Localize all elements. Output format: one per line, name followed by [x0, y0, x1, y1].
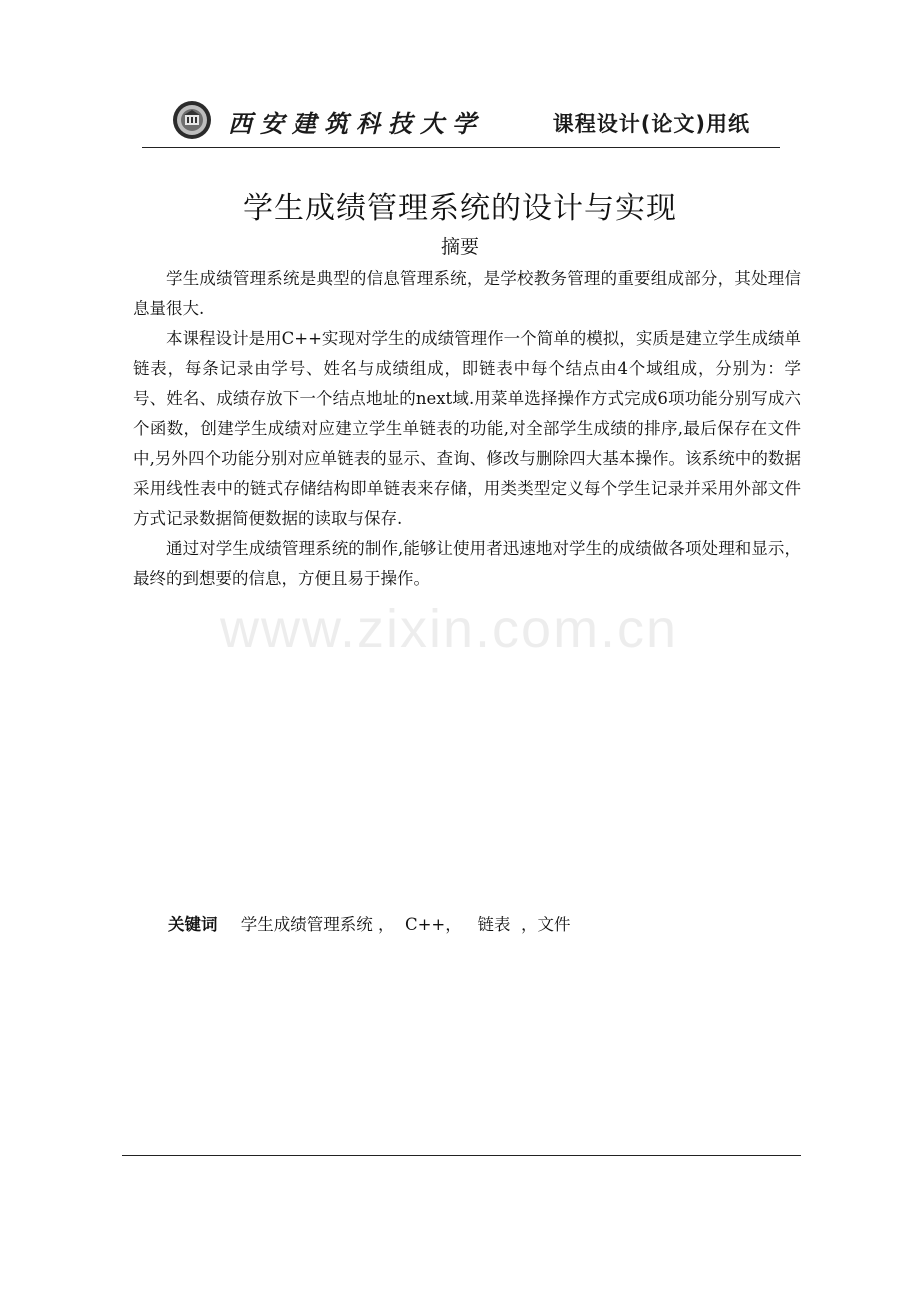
watermark: www.zixin.com.cn: [220, 599, 679, 659]
abstract-body: [133, 264, 801, 594]
document-title: 学生成绩管理系统的设计与实现: [243, 191, 677, 226]
keywords-label: 关键词: [168, 915, 218, 934]
header-divider: [142, 147, 780, 148]
keywords-line: [168, 911, 570, 935]
university-seal-icon: [172, 100, 212, 140]
abstract-paragraph-3: 通过对学生成绩管理系统的制作,能够让使用者迅速地对学生的成绩做各项处理和显示，最终的到想要的信息，方便且易于操作。: [133, 539, 801, 588]
keywords-text: 学生成绩管理系统 ， C++， 链表 ，文件: [240, 915, 571, 934]
footer-divider: [122, 1155, 801, 1156]
abstract-paragraph-1: 学生成绩管理系统是典型的信息管理系统，是学校教务管理的重要组成部分，其处理信息量很大.: [133, 269, 801, 318]
page-header: [142, 96, 780, 148]
university-name: 西安建筑科技大学: [228, 109, 484, 138]
abstract-paragraph-2: 本课程设计是用C++实现对学生的成绩管理作一个简单的模拟，实质是建立学生成绩单链表，每条记录由学号、姓名与成绩组成，即链表中每个结点由4个域组成，分别为：学号、姓名、成绩存放下一个结点地址的next域.用菜单选择操作方式完成6项功能分别写成六个函数，创建学生成绩对应建立学生单链表的功能,对全部学生成绩的排序,最后保存在文件中,另外四个功能分别对应单链表的显示、查询、修改与删除四大基本操作。该系统中的数据采用线性表中的链式存储结构即单链表来存储，用类类型定义每个学生记录并采用外部文件方式记录数据简便数据的读取与保存.: [133, 329, 801, 528]
abstract-heading: 摘要: [440, 236, 479, 258]
header-paper-label: 课程设计(论文)用纸: [552, 112, 750, 136]
